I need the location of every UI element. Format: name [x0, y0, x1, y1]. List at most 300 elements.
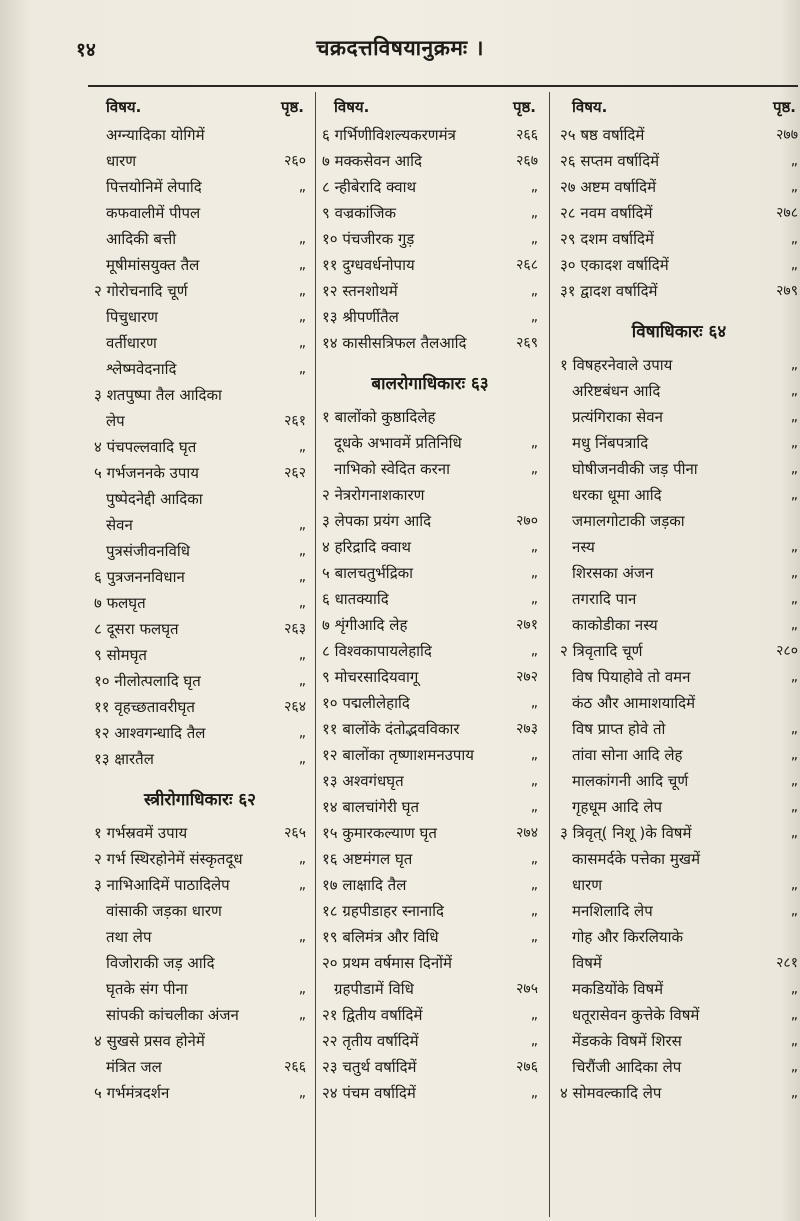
index-entry — [94, 486, 306, 512]
entry-title: १ विषहरनेवाले उपाय — [560, 356, 673, 374]
entry-page: „ — [298, 283, 306, 299]
index-entry — [322, 950, 538, 976]
column-header — [94, 92, 306, 122]
entry-page: „ — [790, 773, 798, 789]
index-entry — [322, 508, 538, 534]
index-entry — [560, 278, 798, 304]
entry-page: „ — [530, 877, 538, 893]
entry-title: ग्रहपीडामें विधि — [334, 980, 414, 998]
entry-title: धरका धूमा आदि — [572, 486, 662, 504]
page-header — [0, 18, 800, 70]
entry-page: „ — [530, 591, 538, 607]
index-entry — [322, 690, 538, 716]
entry-title: मनशिलादि लेप — [572, 902, 653, 920]
entry-page: „ — [298, 569, 306, 585]
entry-title: ३१ द्वादश वर्षादिमें — [560, 282, 658, 300]
index-entry — [322, 122, 538, 148]
index-entry — [322, 742, 538, 768]
index-entry — [94, 200, 306, 226]
entry-title: अग्न्यादिका योगिमें — [106, 126, 205, 144]
column-header-subject: विषय. — [106, 98, 142, 116]
index-entry — [94, 1054, 306, 1080]
entry-page: „ — [790, 357, 798, 373]
index-entry — [560, 534, 798, 560]
entry-title: ३० एकादश वर्षादिमें — [560, 256, 669, 274]
entry-title: २६ सप्तम वर्षादिमें — [560, 152, 660, 170]
entry-page: „ — [298, 439, 306, 455]
entry-page: २६४ — [284, 699, 306, 715]
entry-title: ११ वृहच्छतावरीघृत — [94, 698, 195, 716]
entry-title: २ गोरोचनादि चूर्ण — [94, 282, 188, 300]
index-entry — [560, 638, 798, 664]
entry-page: „ — [298, 981, 306, 997]
entry-title: तगरादि पान — [572, 590, 637, 608]
entry-page: „ — [790, 825, 798, 841]
index-entry — [94, 872, 306, 898]
index-entry — [560, 352, 798, 378]
entry-page: २७५ — [516, 981, 538, 997]
index-entry — [94, 976, 306, 1002]
entry-title: २१ द्वितीय वर्षादिमें — [322, 1006, 423, 1024]
entry-page: २६० — [284, 153, 306, 169]
entry-title: ९ वज्रकांजिक — [322, 204, 397, 222]
entry-page: २७७ — [776, 127, 798, 143]
running-title: चक्रदत्तविषयानुक्रमः । — [316, 36, 484, 60]
index-entry — [560, 1002, 798, 1028]
index-entry — [560, 872, 798, 898]
entry-page: „ — [530, 799, 538, 815]
entry-page: २६६ — [284, 1059, 306, 1075]
entry-title: १ बालोंको कुष्ठादिलेह — [322, 408, 436, 426]
index-entry — [94, 226, 306, 252]
entry-title: १४ कासीसत्रिफल तैलआदि — [322, 334, 467, 352]
index-entry — [560, 898, 798, 924]
index-entry — [94, 898, 306, 924]
index-entry — [94, 382, 306, 408]
entry-page: „ — [790, 1059, 798, 1075]
index-entry — [560, 430, 798, 456]
index-entry — [94, 564, 306, 590]
column-header-page: पृष्ठ. — [512, 98, 536, 116]
entry-title: २७ अष्टम वर्षादिमें — [560, 178, 657, 196]
entry-title: पिचुधारण — [106, 308, 159, 326]
index-entry — [322, 482, 538, 508]
entry-page: „ — [530, 643, 538, 659]
entry-page: „ — [790, 669, 798, 685]
entry-title: मधु निंबपत्रादि — [572, 434, 649, 452]
entry-page: „ — [530, 435, 538, 451]
entry-title: विष पियाहोवे तो वमन — [572, 668, 691, 686]
index-entry — [560, 820, 798, 846]
entry-title: १३ अश्वगंधघृत — [322, 772, 404, 790]
entry-title: ४ सुखसे प्रसव होनेमें — [94, 1032, 205, 1050]
index-entry — [322, 976, 538, 1002]
entry-page: २७९ — [776, 283, 798, 299]
entry-title: ५ गर्भमंत्रदर्शन — [94, 1084, 170, 1102]
entry-page: २७८ — [776, 205, 798, 221]
entry-page: „ — [530, 1033, 538, 1049]
entry-page: २६७ — [516, 153, 538, 169]
entry-page: २६८ — [516, 257, 538, 273]
entry-page: „ — [790, 721, 798, 737]
entry-title: मूषीमांसयुक्त तैल — [106, 256, 200, 274]
index-entry — [94, 278, 306, 304]
entry-page: „ — [790, 231, 798, 247]
index-entry — [322, 560, 538, 586]
index-entry — [322, 330, 538, 356]
entry-page: „ — [298, 1007, 306, 1023]
index-entry — [560, 404, 798, 430]
entry-title: २० प्रथम वर्षमास दिनोंमें — [322, 954, 453, 972]
index-entry — [322, 716, 538, 742]
index-entry — [560, 924, 798, 950]
entry-page: „ — [790, 153, 798, 169]
index-entry — [560, 1054, 798, 1080]
entry-page: „ — [298, 179, 306, 195]
entry-title: मेंडकके विषमें शिरस — [572, 1032, 682, 1050]
index-entry — [560, 612, 798, 638]
index-entry — [94, 590, 306, 616]
entry-title: ६ धातक्यादि — [322, 590, 389, 608]
entry-page: २७४ — [516, 825, 538, 841]
entry-title: २ गर्भ स्थिरहोनेमें संस्कृतदूध — [94, 850, 243, 868]
entry-title: १२ आश्वगन्धादि तैल — [94, 724, 206, 742]
entry-title: मकडियोंके विषमें — [572, 980, 664, 998]
entry-page: „ — [530, 773, 538, 789]
index-entry — [94, 460, 306, 486]
entry-page: २६३ — [284, 621, 306, 637]
entry-title: सांपकी कांचलीका अंजन — [106, 1006, 239, 1024]
index-entry — [94, 252, 306, 278]
index-entry — [94, 1028, 306, 1054]
index-entry — [94, 434, 306, 460]
entry-page: २७२ — [516, 669, 538, 685]
entry-page: „ — [790, 1085, 798, 1101]
entry-page: „ — [790, 617, 798, 633]
entry-title: १५ कुमारकल्याण घृत — [322, 824, 437, 842]
index-entry — [560, 378, 798, 404]
entry-title: ५ बालचतुर्भद्रिका — [322, 564, 414, 582]
entry-page: २७१ — [516, 617, 538, 633]
entry-title: ३ शतपुष्पा तैल आदिका — [94, 386, 222, 404]
entry-page: „ — [790, 747, 798, 763]
index-entry — [322, 820, 538, 846]
column-header — [560, 92, 798, 122]
index-entry — [322, 278, 538, 304]
entry-title: ७ फलघृत — [94, 594, 146, 612]
entry-title: १७ लाक्षादि तैल — [322, 876, 407, 894]
index-entry — [560, 846, 798, 872]
entry-title: चिरौंजी आदिका लेप — [572, 1058, 682, 1076]
index-entry — [560, 1028, 798, 1054]
entry-page: „ — [790, 487, 798, 503]
entry-title: दूधके अभावमें प्रतिनिधि — [334, 434, 462, 452]
entry-page: „ — [790, 257, 798, 273]
index-entry — [560, 742, 798, 768]
entry-page: „ — [530, 1007, 538, 1023]
entry-title: ५ गर्भजननके उपाय — [94, 464, 199, 482]
entry-page: „ — [298, 751, 306, 767]
index-entry — [94, 356, 306, 382]
index-column-1 — [94, 92, 306, 1106]
entry-title: ३ लेपका प्रयंग आदि — [322, 512, 432, 530]
index-entry — [322, 534, 538, 560]
index-entry — [94, 330, 306, 356]
index-entry — [322, 456, 538, 482]
entry-title: १० पंचजीरक गुड़ — [322, 230, 415, 248]
entry-page: „ — [530, 179, 538, 195]
column-header-subject: विषय. — [334, 98, 370, 116]
entry-page: „ — [530, 695, 538, 711]
entry-page: „ — [530, 747, 538, 763]
entry-title: ४ सोमवल्कादि लेप — [560, 1084, 662, 1102]
entry-title: नाभिको स्वेदित करना — [334, 460, 451, 478]
column-divider — [315, 92, 316, 1217]
entry-title: ३ त्रिवृत्( निशू )के विषमें — [560, 824, 692, 842]
entry-title: पुत्रसंजीवनविधि — [106, 542, 190, 560]
entry-title: ११ दुग्धवर्धनोपाय — [322, 256, 415, 274]
entry-title: ९ मोचरसादियवागू — [322, 668, 419, 686]
section-heading: बालरोगाधिकारः ६३ — [371, 374, 489, 394]
index-entry — [560, 768, 798, 794]
entry-title: घृतके संग पीना — [106, 980, 188, 998]
entry-title: विष प्राप्त होवे तो — [572, 720, 666, 738]
entry-title: धतूरासेवन कुत्तेके विषमें — [572, 1006, 700, 1024]
entry-title: गृहधूम आदि लेप — [572, 798, 663, 816]
entry-page: „ — [790, 539, 798, 555]
entry-page: २६५ — [284, 825, 306, 841]
index-entry — [94, 642, 306, 668]
entry-page: „ — [530, 539, 538, 555]
index-entry — [560, 1080, 798, 1106]
entry-title: १४ बालचांगेरी घृत — [322, 798, 420, 816]
index-entry — [94, 408, 306, 434]
index-entry — [560, 664, 798, 690]
index-entry — [560, 716, 798, 742]
entry-page: २७० — [516, 513, 538, 529]
index-entry — [322, 586, 538, 612]
index-entry — [322, 226, 538, 252]
entry-title: ८ दूसरा फलघृत — [94, 620, 179, 638]
index-entry — [94, 924, 306, 950]
index-entry — [560, 226, 798, 252]
index-entry — [322, 174, 538, 200]
entry-page: „ — [298, 647, 306, 663]
index-column-3 — [560, 92, 798, 1106]
entry-page: „ — [530, 1085, 538, 1101]
entry-page: „ — [298, 725, 306, 741]
entry-title: कफवालीमें पीपल — [106, 204, 201, 222]
entry-page: „ — [530, 851, 538, 867]
column-header-subject: विषय. — [572, 98, 608, 116]
entry-title: तांवा सोना आदि लेह — [572, 746, 683, 764]
entry-title: नस्य — [572, 538, 595, 556]
index-entry — [322, 304, 538, 330]
entry-page: „ — [790, 1007, 798, 1023]
entry-title: वर्तीधारण — [106, 334, 157, 352]
index-entry — [94, 746, 306, 772]
entry-page: „ — [790, 877, 798, 893]
entry-title: प्रत्यंगिराका सेवन — [572, 408, 663, 426]
entry-page: „ — [298, 335, 306, 351]
entry-title: ९ सोमघृत — [94, 646, 147, 664]
entry-title: गोह और किरलियाके — [572, 928, 684, 946]
index-entry — [322, 612, 538, 638]
index-entry — [322, 252, 538, 278]
column-divider — [549, 92, 550, 1217]
entry-title: ७ शृंगीआदि लेह — [322, 616, 408, 634]
entry-title: २८ नवम वर्षादिमें — [560, 204, 653, 222]
entry-title: जमालगोटाकी जड़का — [572, 512, 685, 530]
entry-page: „ — [790, 981, 798, 997]
index-entry — [322, 898, 538, 924]
entry-title: मालकांगनी आदि चूर्ण — [572, 772, 689, 790]
index-entry — [560, 950, 798, 976]
index-entry — [94, 846, 306, 872]
entry-title: २५ षष्ठ वर्षादिमें — [560, 126, 645, 144]
entry-title: ६ गर्भिणीविशल्यकरणमंत्र — [322, 126, 456, 144]
index-entry — [560, 794, 798, 820]
entry-title: २ त्रिवृतादि चूर्ण — [560, 642, 643, 660]
entry-title: १८ ग्रहपीडाहर स्नानादि — [322, 902, 444, 920]
entry-page: „ — [790, 591, 798, 607]
entry-title: ६ पुत्रजननविधान — [94, 568, 185, 586]
index-entry — [322, 664, 538, 690]
entry-title: कासमर्दके पत्तेका मुखमें — [572, 850, 701, 868]
entry-page: „ — [530, 565, 538, 581]
index-entry — [94, 1080, 306, 1106]
index-entry — [94, 148, 306, 174]
entry-title: १२ बालोंका तृष्णाशमनउपाय — [322, 746, 474, 764]
entry-title: तथा लेप — [106, 928, 152, 946]
entry-page: „ — [298, 877, 306, 893]
column-header-page: पृष्ठ. — [772, 98, 796, 116]
index-entry — [94, 616, 306, 642]
index-entry — [94, 720, 306, 746]
entry-title: ३ नाभिआदिमें पाठादिलेप — [94, 876, 230, 894]
index-entry — [560, 456, 798, 482]
entry-page: „ — [530, 283, 538, 299]
entry-title: विषमें — [572, 954, 602, 972]
section-heading: स्त्रीरोगाधिकारः ६२ — [143, 790, 257, 810]
entry-title: पित्तयोनिमें लेपादि — [106, 178, 202, 196]
index-column-2 — [322, 92, 538, 1106]
entry-title: लेप — [106, 412, 125, 430]
index-entry — [322, 1054, 538, 1080]
index-entry — [94, 122, 306, 148]
entry-title: श्लेष्मवेदनादि — [106, 360, 177, 378]
index-entry — [322, 1080, 538, 1106]
entry-title: धारण — [572, 876, 603, 894]
entry-title: ८ विश्वकापायलेहादि — [322, 642, 432, 660]
entry-title: ४ पंचपल्लवादि घृत — [94, 438, 197, 456]
entry-title: १३ श्रीपर्णीतैल — [322, 308, 399, 326]
index-entry — [94, 668, 306, 694]
index-entry — [322, 1028, 538, 1054]
entry-page: „ — [298, 517, 306, 533]
entry-page: „ — [790, 435, 798, 451]
index-entry — [322, 794, 538, 820]
entry-page: २७३ — [516, 721, 538, 737]
entry-title: १३ क्षारतैल — [94, 750, 154, 768]
entry-title: मंत्रित जल — [106, 1058, 162, 1076]
index-entry — [560, 174, 798, 200]
entry-title: ८ न्हीबेरादि क्वाथ — [322, 178, 417, 196]
entry-page: „ — [298, 231, 306, 247]
index-entry — [94, 512, 306, 538]
index-entry — [560, 976, 798, 1002]
index-entry — [560, 200, 798, 226]
index-entry — [322, 430, 538, 456]
entry-page: „ — [298, 851, 306, 867]
column-header-page: पृष्ठ. — [280, 98, 304, 116]
entry-title: वांसाकी जड़का धारण — [106, 902, 222, 920]
entry-page: „ — [298, 543, 306, 559]
entry-page: „ — [530, 205, 538, 221]
index-entry — [94, 174, 306, 200]
entry-page: २६९ — [516, 335, 538, 351]
entry-page: „ — [530, 461, 538, 477]
entry-title: १ गर्भस्रवमें उपाय — [94, 824, 188, 842]
entry-title: १६ अष्टमंगल घृत — [322, 850, 413, 868]
entry-title: सेवन — [106, 516, 133, 534]
entry-title: पुष्पेदनेद्दी आदिका — [106, 490, 203, 508]
entry-title: २३ चतुर्थ वर्षादिमें — [322, 1058, 417, 1076]
index-entry — [322, 872, 538, 898]
index-entry — [322, 768, 538, 794]
entry-page: „ — [790, 409, 798, 425]
index-entry — [322, 638, 538, 664]
entry-title: धारण — [106, 152, 137, 170]
header-rule — [88, 85, 798, 87]
entry-page: „ — [298, 361, 306, 377]
entry-title: आदिकी बत्ती — [106, 230, 177, 248]
index-entry — [94, 1002, 306, 1028]
index-entry — [560, 122, 798, 148]
entry-page: „ — [530, 309, 538, 325]
entry-title: १९ बलिमंत्र और विधि — [322, 928, 439, 946]
entry-page: „ — [298, 257, 306, 273]
entry-title: १० पद्मलीलेहादि — [322, 694, 410, 712]
entry-page: „ — [298, 595, 306, 611]
entry-title: १० नीलोत्पलादि घृत — [94, 672, 201, 690]
index-entry — [560, 508, 798, 534]
entry-page: २८० — [776, 643, 798, 659]
index-entry — [94, 820, 306, 846]
index-entry — [560, 586, 798, 612]
index-entry — [322, 404, 538, 430]
index-entry — [322, 1002, 538, 1028]
index-entry — [94, 538, 306, 564]
entry-title: २९ दशम वर्षादिमें — [560, 230, 654, 248]
entry-page: „ — [790, 179, 798, 195]
entry-title: विजोराकी जड़ आदि — [106, 954, 215, 972]
index-entry — [560, 482, 798, 508]
index-entry — [94, 694, 306, 720]
index-entry — [560, 252, 798, 278]
entry-page: २८१ — [776, 955, 798, 971]
index-entry — [94, 950, 306, 976]
index-entry — [322, 846, 538, 872]
entry-page: „ — [298, 929, 306, 945]
entry-title: २२ तृतीय वर्षादिमें — [322, 1032, 419, 1050]
entry-title: ७ मक्कसेवन आदि — [322, 152, 422, 170]
entry-title: कंठ और आमाशयादिमें — [572, 694, 696, 712]
entry-page: „ — [790, 461, 798, 477]
entry-title: १२ स्तनशोथमें — [322, 282, 398, 300]
index-entry — [94, 304, 306, 330]
index-entry — [560, 148, 798, 174]
